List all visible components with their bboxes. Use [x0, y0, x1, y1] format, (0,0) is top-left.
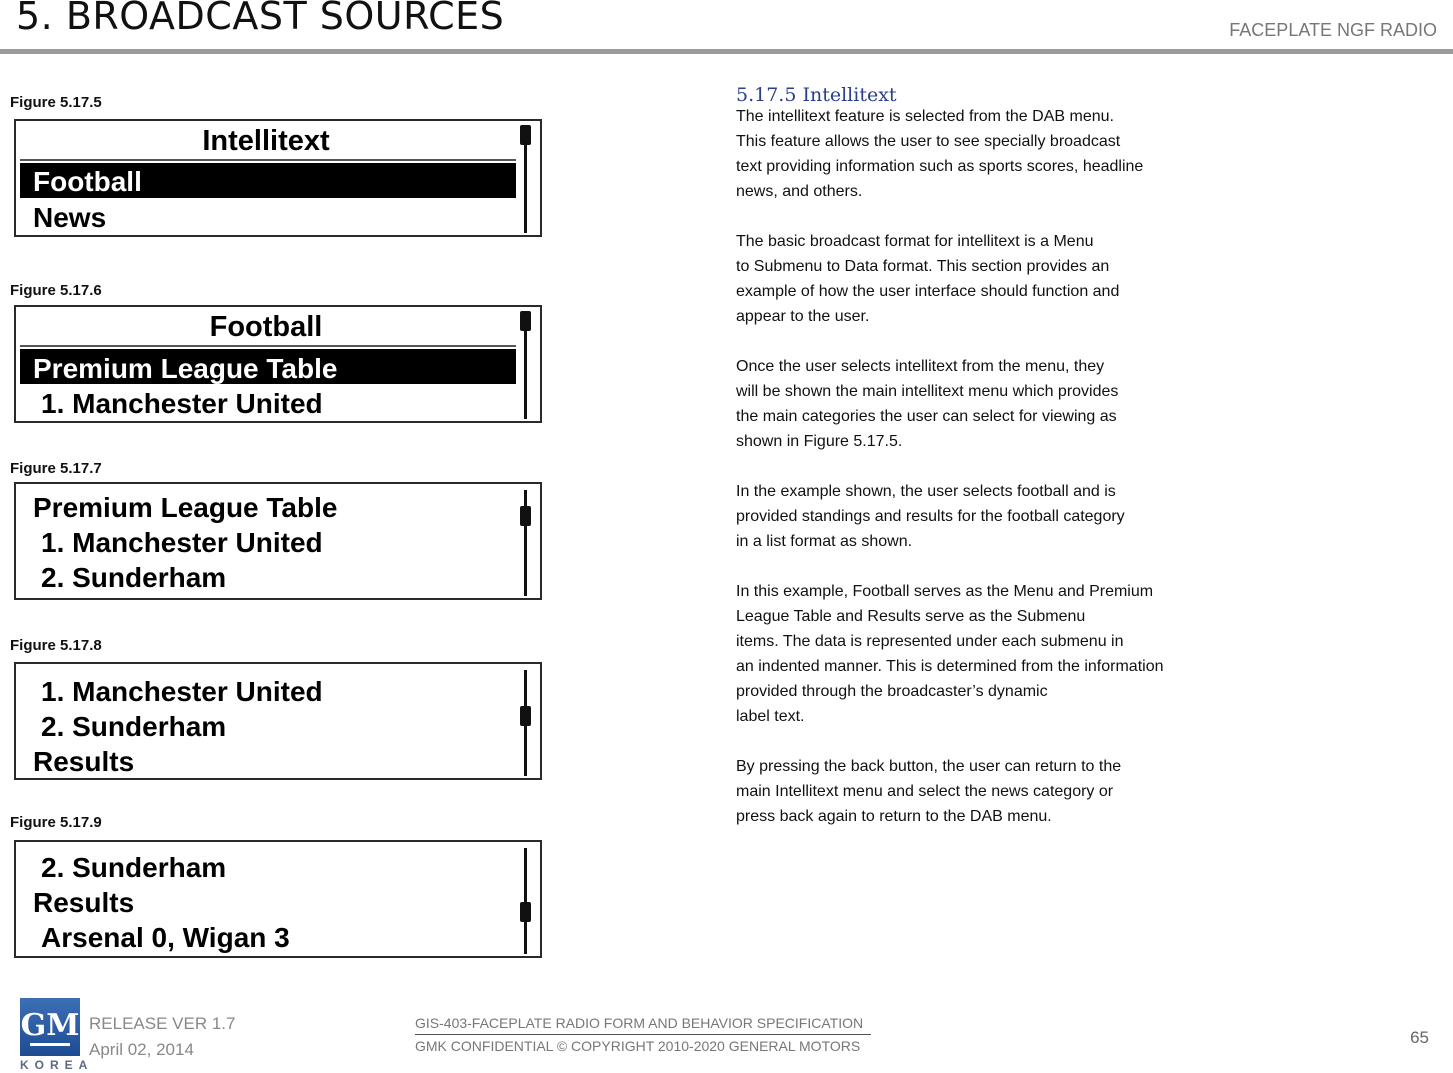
- text-line: example of how the user interface should function and: [736, 283, 1120, 300]
- header-divider: [0, 49, 1453, 54]
- scrollbar-thumb: [520, 706, 531, 726]
- document-title: GIS-403-FACEPLATE RADIO FORM AND BEHAVIOR SPECIFICATION: [415, 1012, 871, 1035]
- scrollbar-thumb: [520, 902, 531, 922]
- text-line: appear to the user.: [736, 308, 870, 325]
- data-row: 2. Sunderham: [41, 711, 227, 742]
- scrollbar-thumb: [520, 506, 531, 526]
- radio-screen-intellitext-menu: [14, 119, 542, 237]
- logo-text: GM: [20, 1008, 80, 1043]
- radio-screen-table-results: [14, 662, 542, 780]
- paragraph: [736, 479, 1376, 554]
- text-line: The basic broadcast format for intellitext is a Menu: [736, 233, 1094, 250]
- figure-label: Figure 5.17.8: [10, 637, 102, 654]
- title-divider: [20, 345, 516, 347]
- data-row: 2. Sunderham: [41, 852, 227, 883]
- document-info: [415, 1012, 871, 1057]
- text-line: In the example shown, the user selects football and is: [736, 483, 1116, 500]
- text-line: Once the user selects intellitext from the menu, they: [736, 358, 1105, 375]
- data-row: 1. Manchester United: [41, 676, 323, 707]
- radio-screen-results: [14, 840, 542, 958]
- figure-label: Figure 5.17.9: [10, 814, 102, 831]
- submenu-heading: Premium League Table: [33, 492, 338, 523]
- figure-label: Figure 5.17.7: [10, 460, 102, 477]
- text-line: label text.: [736, 708, 805, 725]
- gm-logo: [20, 998, 80, 1056]
- text-line: items. The data is represented under each submenu in: [736, 633, 1124, 650]
- figure-label: Figure 5.17.6: [10, 282, 102, 299]
- text-line: will be shown the main intellitext menu which provides: [736, 383, 1119, 400]
- release-info: [89, 1011, 235, 1063]
- release-version: RELEASE VER 1.7: [89, 1014, 236, 1033]
- paragraph: [736, 579, 1376, 729]
- text-line: main Intellitext menu and select the news category or: [736, 783, 1114, 800]
- submenu-item-premium-league-table[interactable]: Premium League Table: [33, 353, 338, 384]
- text-line: In this example, Football serves as the Menu and Premium: [736, 583, 1154, 600]
- screen-title: Football: [209, 311, 323, 343]
- text-line: press back again to return to the DAB menu.: [736, 808, 1052, 825]
- text-line: This feature allows the user to see specially broadcast: [736, 133, 1121, 150]
- title-divider: [20, 159, 516, 161]
- page-number: 65: [1410, 1028, 1429, 1047]
- scrollbar-track: [524, 848, 527, 954]
- paragraph: [736, 754, 1376, 829]
- text-line: in a list format as shown.: [736, 533, 913, 550]
- paragraph: [736, 229, 1376, 329]
- submenu-heading: Results: [33, 746, 135, 777]
- scrollbar-thumb: [520, 311, 531, 331]
- text-line: By pressing the back button, the user can return to the: [736, 758, 1122, 775]
- text-line: text providing information such as sports scores, headline: [736, 158, 1144, 175]
- paragraph: [736, 104, 1376, 204]
- submenu-heading: Results: [33, 887, 135, 918]
- text-line: news, and others.: [736, 183, 863, 200]
- figure-label: Figure 5.17.5: [10, 94, 102, 111]
- product-name: FACEPLATE NGF RADIO: [1229, 20, 1437, 40]
- data-row: 1. Manchester United: [41, 527, 323, 558]
- section-title: 5. BROADCAST SOURCES: [16, 0, 505, 38]
- logo-subtitle: KOREA: [20, 1058, 94, 1072]
- data-row: Arsenal 0, Wigan 3: [41, 922, 290, 953]
- release-date: April 02, 2014: [89, 1040, 194, 1059]
- text-line: provided through the broadcaster’s dynamic: [736, 683, 1048, 700]
- description-column: [736, 82, 1376, 854]
- data-row: 1. Manchester United: [41, 388, 323, 419]
- data-row: 2. Sunderham: [41, 562, 227, 593]
- logo-underline: [30, 1043, 70, 1046]
- text-line: the main categories the user can select for viewing as: [736, 408, 1117, 425]
- text-line: League Table and Results serve as the Submenu: [736, 608, 1086, 625]
- radio-screen-football-menu: [14, 305, 542, 423]
- text-line: provided standings and results for the football category: [736, 508, 1125, 525]
- text-line: to Submenu to Data format. This section provides an: [736, 258, 1110, 275]
- paragraph: [736, 354, 1376, 454]
- text-line: shown in Figure 5.17.5.: [736, 433, 903, 450]
- menu-item-news[interactable]: News: [33, 202, 107, 233]
- subsection-title: 5.17.5 Intellitext: [736, 84, 897, 106]
- text-line: an indented manner. This is determined from the information: [736, 658, 1164, 675]
- menu-item-football[interactable]: Football: [33, 166, 142, 197]
- text-line: The intellitext feature is selected from the DAB menu.: [736, 108, 1114, 125]
- scrollbar-thumb: [520, 125, 531, 145]
- confidential-notice: GMK CONFIDENTIAL © COPYRIGHT 2010-2020 GENERAL MOTORS: [415, 1038, 861, 1054]
- screen-title: Intellitext: [202, 125, 330, 157]
- radio-screen-league-table: [14, 482, 542, 600]
